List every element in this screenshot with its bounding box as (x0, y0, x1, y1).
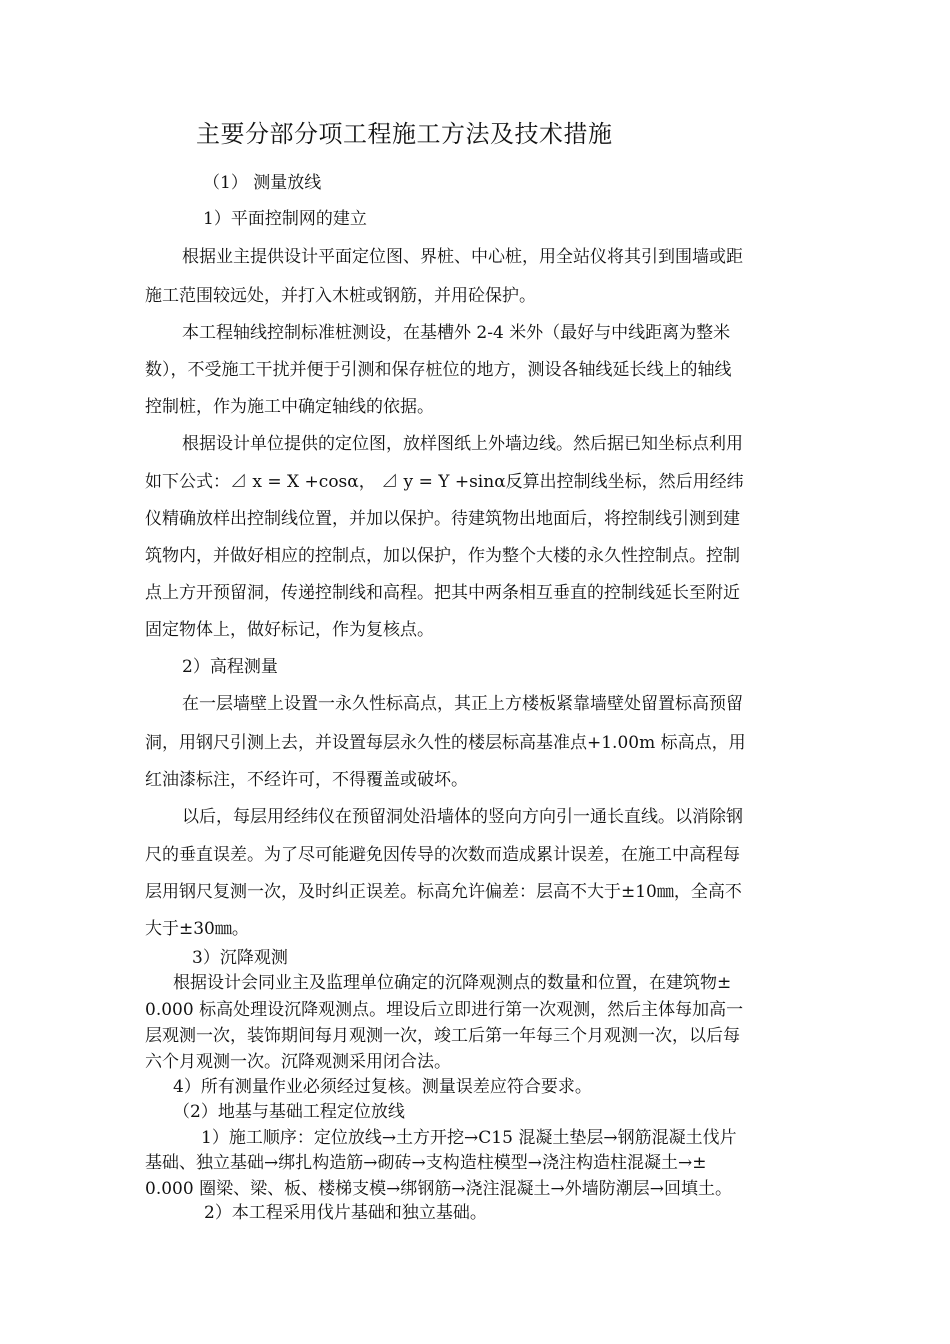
paragraph-line: 根据设计会同业主及监理单位确定的沉降观测点的数量和位置，在建筑物± (173, 973, 732, 993)
document-title: 主要分部分项工程施工方法及技术措施 (196, 120, 613, 148)
paragraph-line: 2）本工程采用伐片基础和独立基础。 (204, 1203, 487, 1223)
subsection-heading: 2）高程测量 (182, 657, 278, 677)
paragraph-line: 本工程轴线控制标准桩测设，在基槽外 2-4 米外（最好与中线距离为整米 (182, 323, 731, 343)
subsection-heading: 1）平面控制网的建立 (203, 209, 367, 229)
paragraph-line: 施工范围较远处，并打入木桩或钢筋，并用砼保护。 (145, 286, 536, 306)
paragraph-line: 1）施工顺序：定位放线→土方开挖→C15 混凝土垫层→钢筋混凝土伐片 (201, 1128, 737, 1148)
paragraph-line: 基础、独立基础→绑扎构造筋→砌砖→支构造柱模型→浇注构造柱混凝土→± (145, 1153, 707, 1173)
paragraph-line: 数），不受施工干扰并便于引测和保存桩位的地方，测设各轴线延长线上的轴线 (145, 360, 732, 380)
paragraph-line: 固定物体上，做好标记，作为复核点。 (145, 620, 434, 640)
paragraph-line: 0.000 圈梁、梁、板、楼梯支模→绑钢筋→浇注混凝土→外墙防潮层→回填土。 (145, 1179, 733, 1199)
paragraph-line: 仪精确放样出控制线位置，并加以保护。待建筑物出地面后，将控制线引测到建 (145, 509, 740, 529)
paragraph-line: 在一层墙壁上设置一永久性标高点，其正上方楼板紧靠墙壁处留置标高预留 (182, 694, 743, 714)
section-heading: （1） 测量放线 (203, 173, 322, 193)
paragraph-line: 如下公式：⊿ x = X +cosα， ⊿ y = Y +sinα反算出控制线坐标，然后用经纬 (145, 472, 744, 492)
paragraph-line: 洞，用钢尺引测上去，并设置每层永久性的楼层标高基准点+1.00m 标高点，用 (145, 733, 746, 753)
paragraph-line: 点上方开预留洞，传递控制线和高程。把其中两条相互垂直的控制线延长至附近 (145, 583, 740, 603)
paragraph-line: 尺的垂直误差。为了尽可能避免因传导的次数而造成累计误差，在施工中高程每 (145, 845, 740, 865)
paragraph-line: 红油漆标注，不经许可，不得覆盖或破坏。 (145, 770, 468, 790)
paragraph-line: 控制桩，作为施工中确定轴线的依据。 (145, 397, 434, 417)
paragraph-line: 大于±30㎜。 (145, 919, 249, 939)
paragraph-line: 根据业主提供设计平面定位图、界桩、中心桩，用全站仪将其引到围墙或距 (182, 247, 743, 267)
paragraph-line: 层用钢尺复测一次，及时纠正误差。标高允许偏差：层高不大于±10㎜，全高不 (145, 882, 742, 902)
paragraph-line: 六个月观测一次。沉降观测采用闭合法。 (145, 1052, 451, 1072)
subsection-heading: 3）沉降观测 (192, 948, 288, 968)
paragraph-line: 层观测一次，装饰期间每月观测一次，竣工后第一年每三个月观测一次，以后每 (145, 1026, 740, 1046)
paragraph-line: 0.000 标高处理设沉降观测点。埋设后立即进行第一次观测，然后主体每加高一 (145, 1000, 744, 1020)
paragraph-line: 以后，每层用经纬仪在预留洞处沿墙体的竖向方向引一通长直线。以消除钢 (182, 807, 743, 827)
paragraph-line: 4）所有测量作业必须经过复核。测量误差应符合要求。 (173, 1077, 592, 1097)
paragraph-line: 根据设计单位提供的定位图，放样图纸上外墙边线。然后据已知坐标点利用 (182, 434, 743, 454)
paragraph-line: 筑物内，并做好相应的控制点，加以保护，作为整个大楼的永久性控制点。控制 (145, 546, 740, 566)
section-heading: （2）地基与基础工程定位放线 (173, 1102, 405, 1122)
